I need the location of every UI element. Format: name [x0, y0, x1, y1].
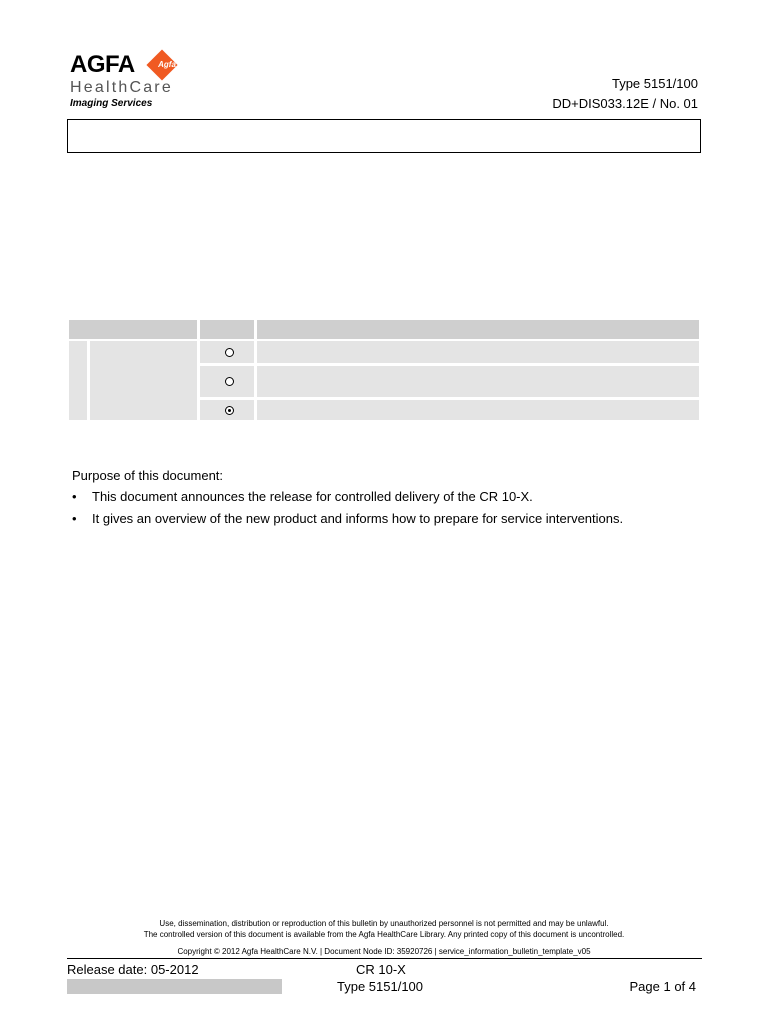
agfa-healthcare-logo: [70, 52, 200, 114]
table-cell: [257, 400, 699, 420]
table-cell: [69, 341, 87, 420]
footer-product: CR 10-X: [356, 962, 406, 977]
table-header-cell: [69, 320, 197, 339]
logo-tagline: Imaging Services: [70, 98, 153, 109]
logo-brand: AGFA: [70, 51, 135, 78]
footer-divider: [67, 958, 702, 959]
footer-notice-controlled: The controlled version of this document is available from the Agfa HealthCare Library. Any printed copy of this document is uncontrolled.: [143, 930, 625, 939]
table-cell: [257, 366, 699, 397]
radio-option-2[interactable]: [225, 377, 234, 386]
purpose-heading: Purpose of this document:: [72, 468, 224, 483]
table-cell: [257, 341, 699, 363]
radio-option-1[interactable]: [225, 348, 234, 357]
bullet-icon: •: [72, 511, 77, 526]
table-cell: [90, 341, 197, 420]
table-header-cell: [200, 320, 254, 339]
bullet-text: This document announces the release for controlled delivery of the CR 10-X.: [92, 489, 533, 504]
footer-release-date: Release date: 05-2012: [67, 962, 199, 977]
logo-division: HealthCare: [70, 79, 173, 96]
radio-option-3[interactable]: [225, 406, 234, 415]
title-box: [67, 119, 701, 153]
footer-copyright: Copyright © 2012 Agfa HealthCare N.V. | Document Node ID: 35920726 | service_information_bulletin_template_v05: [177, 947, 591, 956]
header-document-id: DD+DIS033.12E / No. 01: [552, 96, 698, 111]
footer-page-number: Page 1 of 4: [629, 979, 696, 994]
status-table: [69, 320, 699, 420]
table-header-cell: [257, 320, 699, 339]
bullet-text: It gives an overview of the new product and informs how to prepare for service interventions.: [92, 511, 624, 526]
footer-notice-unauthorized: Use, dissemination, distribution or reproduction of this bulletin by unauthorized personnel is not permitted and may be unlawful.: [159, 919, 609, 928]
bullet-icon: •: [72, 489, 77, 504]
header-type: Type 5151/100: [611, 76, 698, 91]
logo-mark: Agfa: [158, 60, 176, 69]
footer-type: Type 5151/100: [337, 979, 424, 994]
footer-grey-bar: [67, 979, 282, 994]
